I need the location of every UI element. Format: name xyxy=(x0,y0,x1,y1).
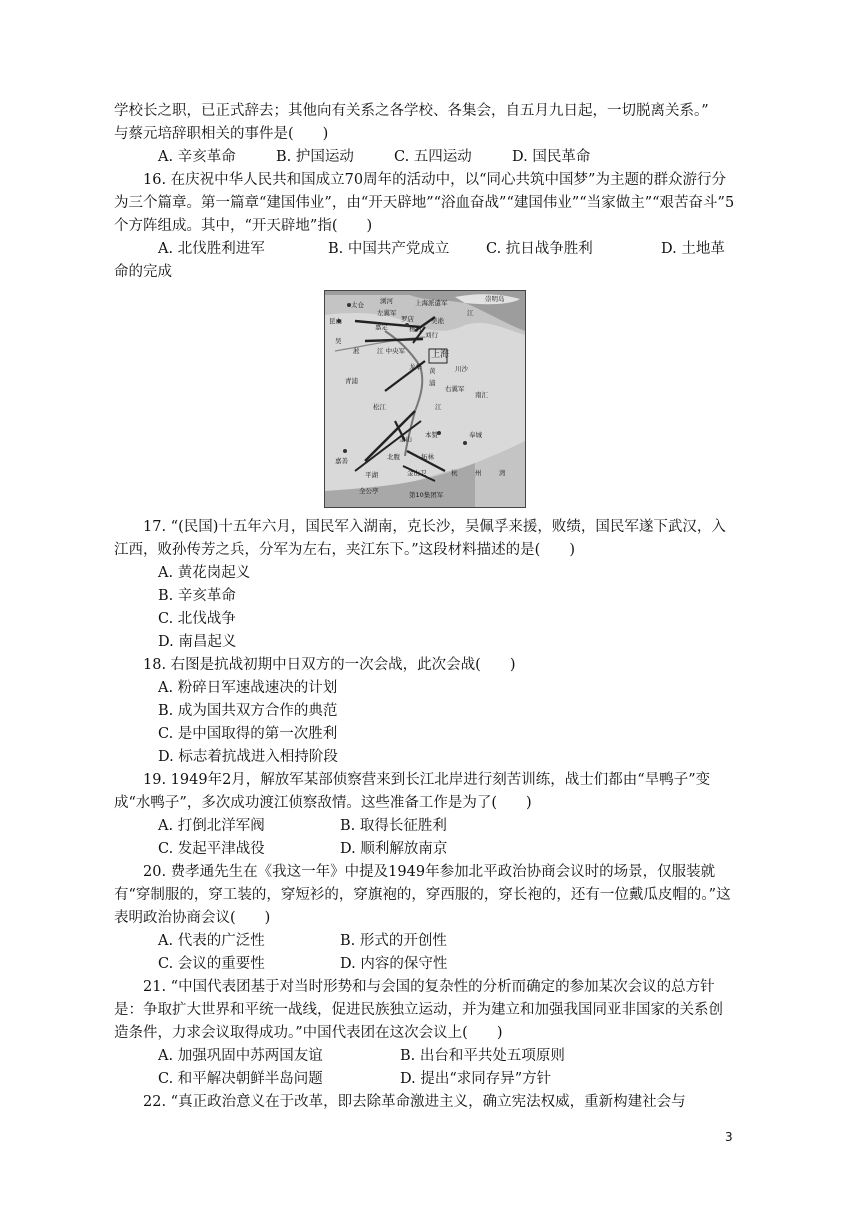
q18-option-d: D. 标志着抗战进入相持阶段 xyxy=(158,749,338,765)
option-d: D. 国民革命 xyxy=(512,149,591,165)
q19-stem: 19. 1949年2月，解放军某部侦察营来到长江北岸进行刻苦训练，战士们都由“旱鸭子”变成“水鸭子”，多次成功渡江侦察敌情。这些准备工作是为了( ) xyxy=(114,772,711,811)
option-c: C. 五四运动 xyxy=(394,149,472,165)
q17-option-d: D. 南昌起义 xyxy=(158,634,237,650)
option-c: C. 会议的重要性 xyxy=(158,956,265,972)
map-label: 拓林 xyxy=(421,453,434,461)
option-b: B. 中国共产党成立 xyxy=(328,241,450,257)
map-label: 刘行 xyxy=(425,331,438,339)
map-label: 黄 xyxy=(429,367,436,375)
map-label: 浦 xyxy=(429,379,436,387)
option-c: C. 抗日战争胜利 xyxy=(486,241,593,257)
option-d: D. 提出“求同存异”方针 xyxy=(400,1071,552,1087)
map-label: 右翼军 xyxy=(445,385,465,393)
map-label: 昆山 xyxy=(329,317,342,325)
option-a: A. 代表的广泛性 xyxy=(158,933,265,949)
map-label: 江 xyxy=(467,309,474,317)
q21-options-row-1 xyxy=(114,1045,736,1068)
map-label: 奉城 xyxy=(469,431,482,439)
map-label: 全公亭 xyxy=(359,487,379,495)
map-label: 湾 xyxy=(499,469,506,477)
map-label: 第10集团军 xyxy=(409,491,444,499)
q16-options xyxy=(114,238,736,261)
map-label: 北腹 xyxy=(387,453,400,461)
map-label: 州 xyxy=(475,469,482,477)
option-a: A. 北伐胜利进军 xyxy=(158,241,265,257)
q18-option-c: C. 是中国取得的第一次胜利 xyxy=(158,726,338,742)
q20-options-row-2 xyxy=(114,953,736,976)
map-label: 本赞 xyxy=(425,431,438,439)
map-label: 嘉善 xyxy=(335,457,348,465)
map-label: 左翼军 xyxy=(377,309,397,317)
q17-option-b: B. 辛亥革命 xyxy=(158,588,236,604)
map-label: 杭 xyxy=(451,469,458,477)
map-label: 上海派遣军 xyxy=(415,299,448,307)
option-d: D. 土地革 xyxy=(661,241,725,257)
battle-map xyxy=(324,290,526,508)
map-label: 金山 xyxy=(399,435,412,443)
map-label: 南汇 xyxy=(475,391,488,399)
q17-option-a: A. 黄花岗起义 xyxy=(158,565,251,581)
q21-options-row-2 xyxy=(114,1068,736,1091)
option-a: A. 加强巩固中苏两国友谊 xyxy=(158,1048,323,1064)
q19-options-row-1 xyxy=(114,815,736,838)
map-label: 川沙 xyxy=(455,365,468,373)
q20-options-row-1 xyxy=(114,930,736,953)
map-container xyxy=(114,290,736,508)
map-label: 吴 xyxy=(335,337,342,345)
page-content xyxy=(114,100,736,1114)
option-a: A. 打倒北洋军阀 xyxy=(158,818,265,834)
map-label: 罗店 xyxy=(401,315,414,323)
intro-options xyxy=(114,146,736,169)
option-c: C. 发起平津战役 xyxy=(158,841,265,857)
page-number: 3 xyxy=(725,1130,733,1144)
option-d: D. 顺利解放南京 xyxy=(340,841,448,857)
intro-line-2: 与蔡元培辞职相关的事件是( ) xyxy=(114,126,329,142)
option-a: A. 辛亥革命 xyxy=(158,149,236,165)
map-label: 崇明岛 xyxy=(485,295,505,303)
intro-line-1: 学校长之职，已正式辞去；其他向有关系之各学校、各集会，自五月九日起，一切脱离关系。” xyxy=(114,103,709,119)
option-b: B. 取得长征胜利 xyxy=(340,818,447,834)
q20-stem: 20. 费孝通先生在《我这一年》中提及1949年参加北平政治协商会议时的场景，仅服装就有“穿制服的，穿工装的，穿短衫的，穿旗袍的，穿西服的，穿长袍的，还有一位戴瓜皮帽的。”这表明政治协商会议( ) xyxy=(114,864,731,926)
q22-stem: 22. “真正政治意义在于改革，即去除革命激进主义，确立宪法权威，重新构建社会与 xyxy=(143,1094,686,1110)
map-label: 金山卫 xyxy=(407,469,427,477)
map-label: 青浦 xyxy=(345,377,358,385)
map-label: 淞 xyxy=(353,347,360,355)
map-label: 上海 xyxy=(431,350,450,360)
map-label: 杨行 xyxy=(409,325,422,333)
map-label: 太仓 xyxy=(351,301,364,309)
q19-options-row-2 xyxy=(114,838,736,861)
map-label: 江 中央军 xyxy=(377,347,406,355)
map-label: 江 xyxy=(435,403,442,411)
q18-stem: 18. 右图是抗战初期中日双方的一次会战，此次会战( ) xyxy=(143,657,516,673)
option-c: C. 和平解决朝鲜半岛问题 xyxy=(158,1071,323,1087)
map-label: 嘉定 xyxy=(375,323,388,331)
q17-stem: 17. “(民国)十五年六月，国民军入湖南，克长沙，吴佩孚来援，败绩，国民军遂下武汉，入江西，败孙传芳之兵，分军为左右，夹江东下。”这段材料描述的是( ) xyxy=(114,519,726,558)
q16-stem: 16. 在庆祝中华人民共和国成立70周年的活动中，以“同心共筑中国梦”为主题的群众游行分为三个篇章。第一篇章“建国伟业”，由“开天辟地”“浴血奋战”“建国伟业”“当家做主”“艰苦奋斗”5个方阵组成。其中，“开天辟地”指( ) xyxy=(114,172,735,234)
map-label: 龙华 xyxy=(409,363,422,371)
q16-option-d-wrap: 命的完成 xyxy=(114,264,172,280)
option-b: B. 护国运动 xyxy=(276,149,354,165)
option-d: D. 内容的保守性 xyxy=(340,956,448,972)
map-label: 吴淞 xyxy=(431,317,444,325)
map-label: 平湖 xyxy=(365,471,378,479)
q21-stem: 21. “中国代表团基于对当时形势和与会国的复杂性的分析而确定的参加某次会议的总方针是：争取扩大世界和平统一战线，促进民族独立运动，并为建立和加强我国同亚非国家的关系创造条件，力求会议取得成功。”中国代表团在这次会议上( ) xyxy=(114,979,723,1041)
q18-option-a: A. 粉碎日军速战速决的计划 xyxy=(158,680,338,696)
map-label: 松江 xyxy=(373,403,386,411)
q17-option-c: C. 北伐战争 xyxy=(158,611,236,627)
option-b: B. 出台和平共处五项原则 xyxy=(400,1048,565,1064)
q18-option-b: B. 成为国共双方合作的典范 xyxy=(158,703,338,719)
map-label: 浏河 xyxy=(380,297,393,305)
option-b: B. 形式的开创性 xyxy=(340,933,447,949)
